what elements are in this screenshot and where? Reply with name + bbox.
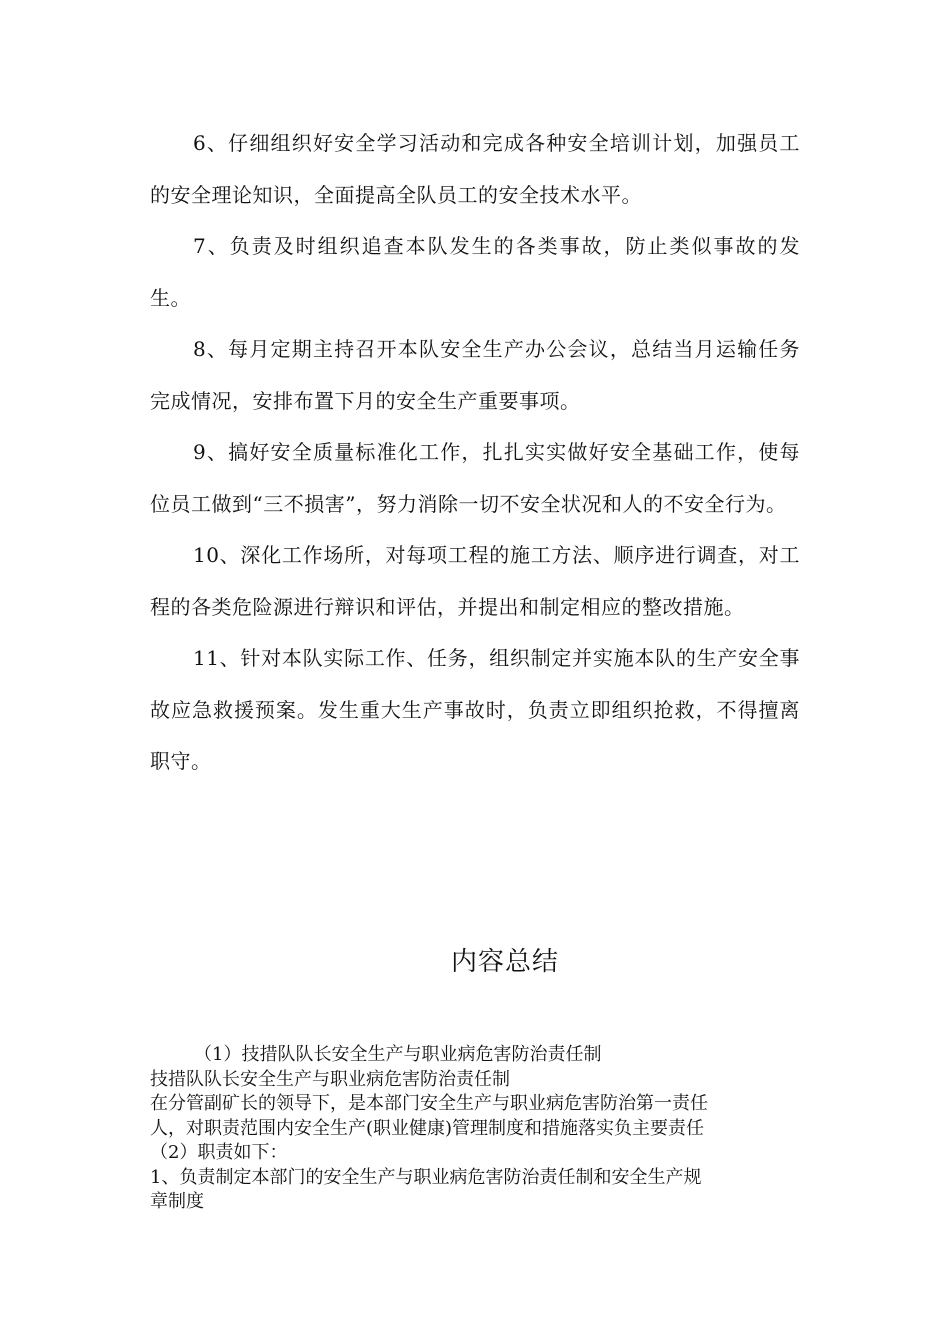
paragraph-item-7: 7、负责及时组织追查本队发生的各类事故，防止类似事故的发生。 (150, 234, 800, 310)
summary-line: 在分管副矿长的领导下，是本部门安全生产与职业病危害防治第一责任 (150, 1093, 708, 1114)
summary-line: 章制度 (150, 1191, 204, 1212)
paragraph-item-6: 6、仔细组织好安全学习活动和完成各种安全培训计划，加强员工的安全理论知识，全面提高全队员工的安全技术水平。 (150, 131, 800, 207)
summary-line: （2）职责如下： (150, 1142, 288, 1163)
responsibility-list (150, 118, 800, 788)
summary-line: 1、负责制定本部门的安全生产与职业病危害防治责任制和安全生产规 (150, 1166, 702, 1188)
summary-line: （1）技措队队长安全生产与职业病危害防治责任制 (194, 1044, 602, 1065)
summary-body (150, 1043, 800, 1215)
summary-line: 技措队队长安全生产与职业病危害防治责任制 (150, 1068, 510, 1090)
paragraph-item-11: 11、针对本队实际工作、任务，组织制定并实施本队的生产安全事故应急救援预案。发生重大生产事故时，负责立即组织抢救，不得擅离职守。 (150, 646, 800, 773)
summary-heading: 内容总结 (450, 947, 559, 977)
paragraph-item-10: 10、深化工作场所，对每项工程的施工方法、顺序进行调查，对工程的各类危险源进行辩识和评估，并提出和制定相应的整改措施。 (150, 543, 800, 619)
paragraph-item-9: 9、搞好安全质量标准化工作，扎扎实实做好安全基础工作，使每位员工做到“三不损害”，努力消除一切不安全状况和人的不安全行为。 (150, 440, 800, 516)
paragraph-item-8: 8、每月定期主持召开本队安全生产办公会议，总结当月运输任务完成情况，安排布置下月的安全生产重要事项。 (150, 337, 800, 413)
summary-line: 人，对职责范围内安全生产(职业健康)管理制度和措施落实负主要责任 (150, 1117, 705, 1139)
